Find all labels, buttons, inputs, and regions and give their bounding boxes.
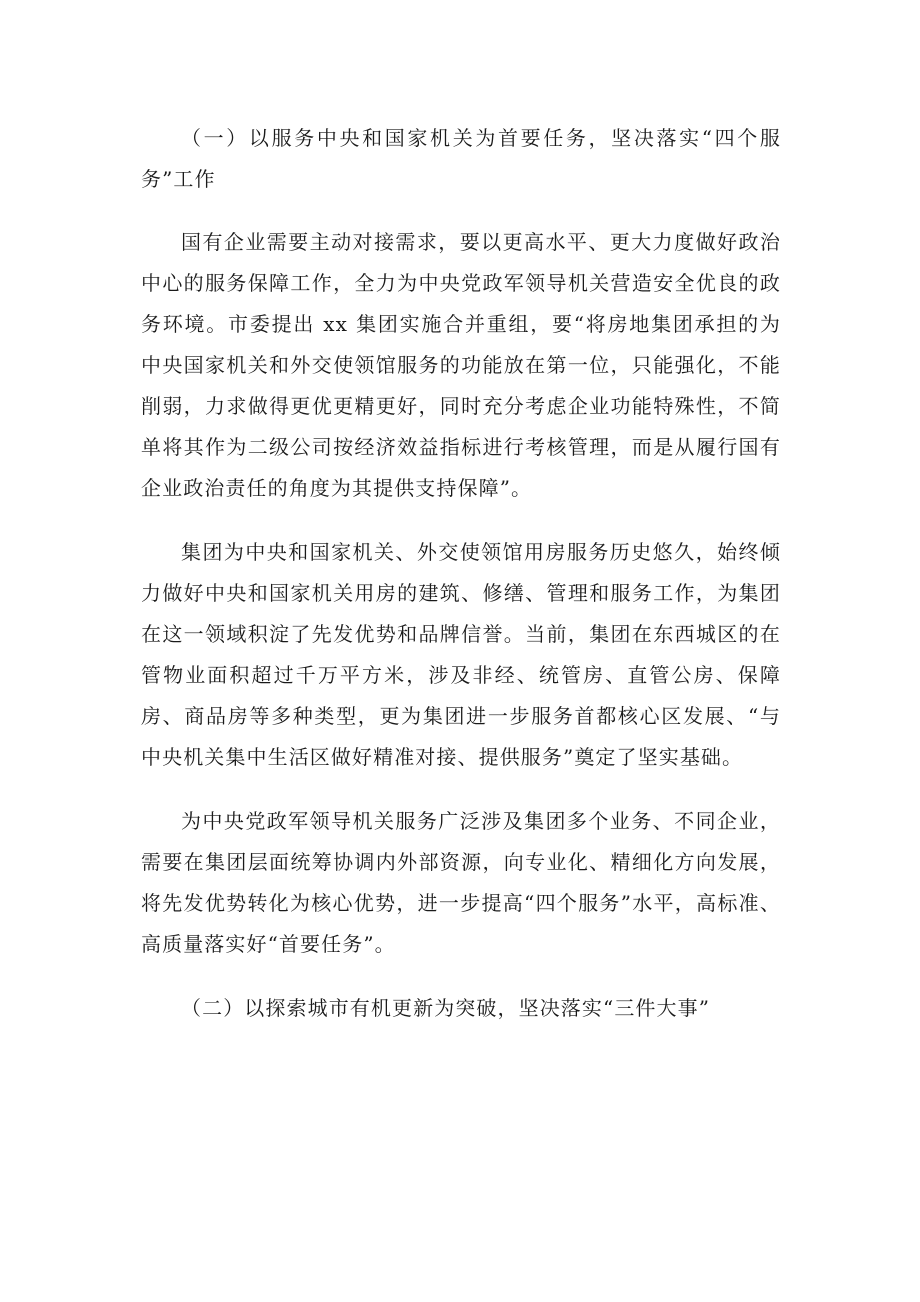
spacer: [141, 509, 781, 532]
spacer: [141, 965, 781, 988]
paragraph-3: 为中央党政军领导机关服务广泛涉及集团多个业务、不同企业，需要在集团层面统筹协调内外部资源，向专业化、精细化方向发展，将先发优势转化为核心优势，进一步提高“四个服务”水平，高标准、高质量落实好“首要任务”。: [141, 809, 781, 956]
paragraph-2: 集团为中央和国家机关、外交使领馆用房服务历史悠久，始终倾力做好中央和国家机关用房的建筑、修缮、管理和服务工作，为集团在这一领域积淀了先发优势和品牌信誉。当前，集团在东西城区的在管物业面积超过千万平方米，涉及非经、统管房、直管公房、保障房、商品房等多种类型，更为集团进一步服务首都核心区发展、“与中央机关集中生活区做好精准对接、提供服务”奠定了坚实基础。: [141, 540, 781, 769]
spacer: [141, 778, 781, 801]
document-page: [141, 118, 781, 1029]
section-heading-1: （一）以服务中央和国家机关为首要任务，坚决落实“四个服务”工作: [141, 126, 781, 191]
paragraph-1: 国有企业需要主动对接需求，要以更高水平、更大力度做好政治中心的服务保障工作，全力为中央党政军领导机关营造安全优良的政务环境。市委提出 xx 集团实施合并重组，要“将房地集团承担的为中央国家机关和外交使领馆服务的功能放在第一位，只能强化，不能削弱，力求做得更优更精更好，同时充分考虑企业功能特殊性，不简单将其作为二级公司按经济效益指标进行考核管理，而是从履行国有企业政治责任的角度为其提供支持保障”。: [141, 230, 781, 500]
spacer: [141, 200, 781, 222]
section-heading-2: （二）以探索城市有机更新为突破，坚决落实“三件大事”: [181, 996, 711, 1020]
